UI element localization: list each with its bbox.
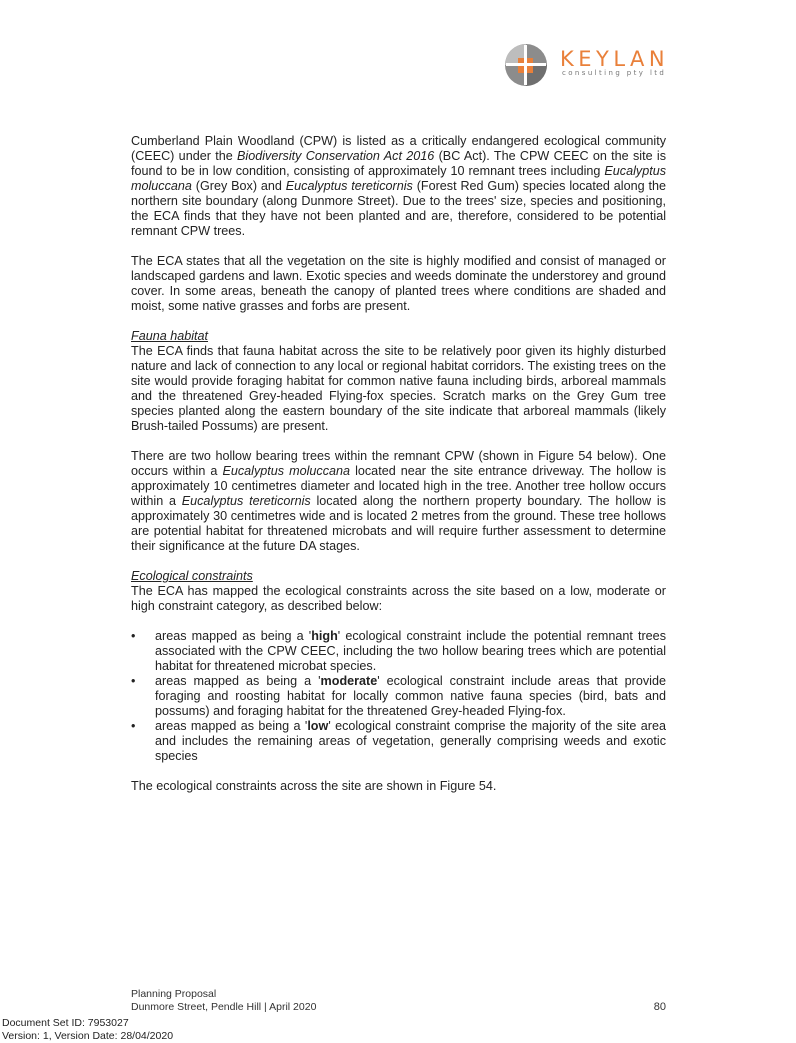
list-item: • areas mapped as being a 'moderate' ecological constraint include areas that provide foraging and roosting habitat for locally common native fauna species (bird, bats and possums) and foraging habitat for the threatened Grey-headed Flying-fox. xyxy=(131,674,666,718)
paragraph-constraints-intro: The ECA has mapped the ecological constraints across the site based on a low, moderate or high constraint category, as described below: xyxy=(131,584,666,613)
page-footer xyxy=(131,988,666,1014)
bullet: • xyxy=(131,719,136,733)
paragraph-fauna-habitat: The ECA finds that fauna habitat across the site to be relatively poor given its highly disturbed nature and lack of connection to any local or regional habitat corridors. The existing trees on the site would provide foraging habitat for common native fauna including birds, arboreal mammals and the threatened Grey-headed Flying-fox species. Scratch marks on the Grey Gum tree species planted along the eastern boundary of the site indicate that arboreal mammals (likely Brush-tailed Possums) are present. xyxy=(131,344,666,433)
heading-ecological-constraints: Ecological constraints xyxy=(131,569,253,583)
document-body xyxy=(131,134,666,809)
species-name: Eucalyptus tereticornis xyxy=(181,494,311,508)
list-item: • areas mapped as being a 'low' ecological constraint comprise the majority of the site area and includes the remaining areas of vegetation, generally comprising weeds and exotic species xyxy=(131,719,666,763)
keylan-logo-icon xyxy=(504,43,548,87)
footer-document-title: Planning Proposal xyxy=(131,988,217,1000)
paragraph-hollow-trees: There are two hollow bearing trees within the remnant CPW (shown in Figure 54 below). One occurs within a Eucalyptus moluccana located near the site entrance driveway. The hollow is approximately 10 centimetres diameter and located high in the tree. Another tree hollow occurs within a Eucalyptus tereticornis located along the northern property boundary. The hollow is approximately 30 centimetres wide and is located 2 metres from the ground. These tree hollows are potential habitat for threatened microbats and will require further assessment to determine their significance at the future DA stages. xyxy=(131,449,666,553)
logo-tagline: consulting pty ltd xyxy=(562,69,667,77)
species-name: Eucalyptus tereticornis xyxy=(285,179,413,193)
heading-fauna-habitat: Fauna habitat xyxy=(131,329,209,343)
logo-wordmark: KEYLAN xyxy=(560,47,670,71)
bullet: • xyxy=(131,674,136,688)
document-set-id: Document Set ID: 7953027 xyxy=(2,1017,129,1029)
bullet: • xyxy=(131,629,136,643)
species-name: Eucalyptus moluccana xyxy=(222,464,351,478)
paragraph-figure-reference: The ecological constraints across the site are shown in Figure 54. xyxy=(131,779,497,793)
list-item: • areas mapped as being a 'high' ecological constraint include the potential remnant trees associated with the CPW CEEC, including the two hollow bearing trees which are potential habitat for threatened microbat species. xyxy=(131,629,666,673)
company-logo xyxy=(504,43,670,87)
act-name: Biodiversity Conservation Act 2016 xyxy=(237,149,435,163)
document-set-info xyxy=(2,1017,173,1043)
species-name: Eucalyptus moluccana xyxy=(131,164,666,193)
page-number: 80 xyxy=(653,1001,666,1013)
document-version: Version: 1, Version Date: 28/04/2020 xyxy=(2,1030,174,1042)
footer-location-date: Dunmore Street, Pendle Hill | April 2020 xyxy=(131,1001,317,1013)
paragraph-vegetation: The ECA states that all the vegetation on the site is highly modified and consist of managed or landscaped gardens and lawn. Exotic species and weeds dominate the understorey and ground cover. In some areas, beneath the canopy of planted trees where conditions are shaded and moist, some native grasses and forbs are present. xyxy=(131,254,666,313)
paragraph-cpw-listing: Cumberland Plain Woodland (CPW) is listed as a critically endangered ecological community (CEEC) under the Biodiversity Conservation Act 2016 (BC Act). The CPW CEEC on the site is found to be in low condition, consisting of approximately 10 remnant trees including Eucalyptus moluccana (Grey Box) and Eucalyptus tereticornis (Forest Red Gum) species located along the northern site boundary (along Dunmore Street). Due to the trees' size, species and positioning, the ECA finds that they have not been planted and are, therefore, considered to be potential remnant CPW trees. xyxy=(131,134,666,238)
constraints-list xyxy=(131,629,666,764)
